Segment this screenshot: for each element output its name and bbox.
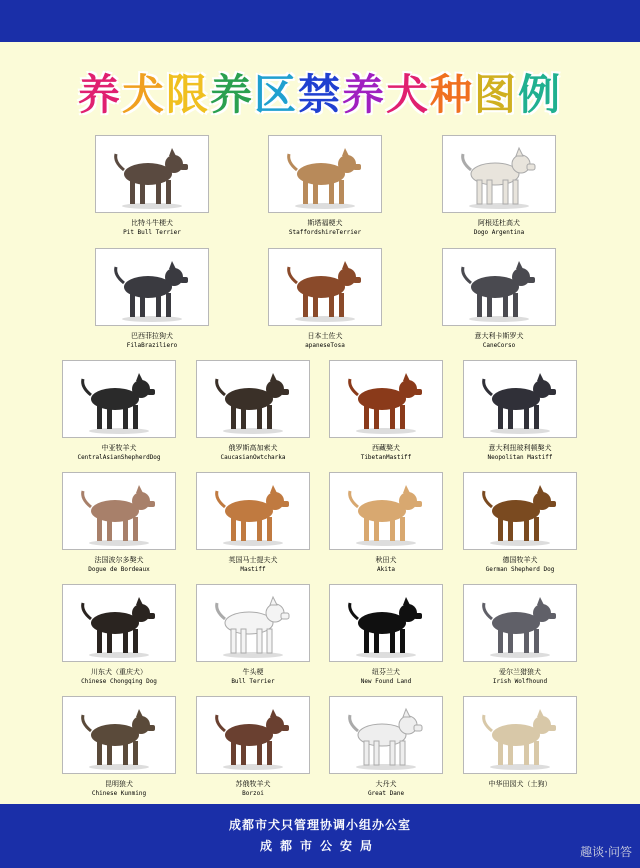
dog-bull-terrier-icon [197, 585, 309, 661]
dog-staffordshire-icon [269, 136, 381, 212]
dog-photo-card [196, 696, 310, 774]
title-char: 区 [253, 70, 298, 119]
page-title [0, 62, 640, 122]
dog-name-chinese: 中华田园犬（土狗） [488, 780, 552, 788]
dog-photo-card [95, 135, 209, 213]
dog-photo-card [329, 360, 443, 438]
dog-photo-card [463, 472, 577, 550]
dog-borzoi-icon [197, 697, 309, 773]
dog-label [311, 444, 461, 462]
dog-photo-card [442, 135, 556, 213]
dog-name-english: Dogo Argentina [473, 229, 525, 236]
dog-name-english: StaffordshireTerrier [288, 229, 362, 236]
dog-name-english: Mastiff [240, 566, 266, 573]
dog-label [178, 556, 328, 574]
dog-name-english: FilaBraziliero [126, 342, 178, 349]
dog-name-chinese: 阿根廷杜高犬 [478, 219, 520, 227]
dog-name-chinese: 意大利扭玻利顿獒犬 [488, 444, 552, 452]
dog-name-chinese: 俄罗斯高加索犬 [228, 444, 278, 452]
title-char: 种 [430, 70, 475, 119]
footer-bureau: 成都市公安局 [259, 839, 380, 853]
dog-name-english: Bull Terrier [231, 678, 275, 685]
title-char: 犬 [386, 70, 431, 119]
dog-name-chinese: 苏俄牧羊犬 [235, 780, 271, 788]
dog-tibetan-mastiff-icon [330, 361, 442, 437]
dog-photo-card [268, 135, 382, 213]
dog-name-english: Dogue de Bordeaux [88, 566, 150, 573]
dog-chinese-rural-icon [464, 697, 576, 773]
dog-bordeaux-icon [63, 473, 175, 549]
dog-name-chinese: 巴西菲拉狗犬 [131, 332, 173, 340]
dog-name-chinese: 斯塔福梗犬 [307, 219, 343, 227]
dog-label [250, 332, 400, 350]
dog-caucasian-icon [197, 361, 309, 437]
dog-central-asian-shepherd-icon [63, 361, 175, 437]
dog-name-english: CentralAsianShepherdDog [77, 454, 161, 461]
dog-name-english: apaneseTosa [305, 342, 345, 349]
dog-photo-card [62, 584, 176, 662]
dog-label [77, 332, 227, 350]
dog-name-chinese: 川东犬（重庆犬） [91, 668, 147, 676]
dog-name-chinese: 比特斗牛梗犬 [131, 219, 173, 227]
dog-chongqing-icon [63, 585, 175, 661]
dog-label [445, 444, 595, 462]
dog-label [311, 780, 461, 798]
footer-office: 成都市犬只管理协调小组办公室 [228, 818, 411, 832]
title-char: 犬 [121, 70, 166, 119]
dog-label [311, 556, 461, 574]
dog-name-chinese: 爱尔兰猎狼犬 [499, 668, 541, 676]
title-char: 养 [77, 70, 122, 119]
dog-name-chinese: 西藏獒犬 [372, 444, 400, 452]
dog-name-chinese: 中亚牧羊犬 [101, 444, 137, 452]
dog-name-chinese: 英国马士提夫犬 [228, 556, 278, 564]
title-char: 养 [342, 70, 387, 119]
dog-label [178, 668, 328, 686]
dog-label [445, 780, 595, 789]
dog-name-chinese: 秋田犬 [375, 556, 397, 564]
dog-label [178, 444, 328, 462]
dog-label [44, 556, 194, 574]
dog-label [311, 668, 461, 686]
dog-label [424, 219, 574, 237]
dog-photo-card [196, 584, 310, 662]
dog-name-english: Chinese Chongqing Dog [81, 678, 157, 685]
dog-name-chinese: 大丹犬 [375, 780, 397, 788]
dog-label [178, 780, 328, 798]
title-char: 养 [209, 70, 254, 119]
dog-mastiff-icon [197, 473, 309, 549]
top-banner [0, 0, 640, 42]
dog-neapolitan-mastiff-icon [464, 361, 576, 437]
dog-photo-card [268, 248, 382, 326]
dog-kunming-icon [63, 697, 175, 773]
dog-dogo-argentino-icon [443, 136, 555, 212]
dog-photo-card [196, 472, 310, 550]
dog-great-dane-icon [330, 697, 442, 773]
dog-name-english: Pit Bull Terrier [123, 229, 181, 236]
dog-name-english: Irish Wolfhound [492, 678, 548, 685]
dog-label [77, 219, 227, 237]
dog-label [44, 444, 194, 462]
dog-name-english: Borzoi [242, 790, 264, 797]
dog-fila-brasileiro-icon [96, 249, 208, 325]
dog-photo-card [463, 584, 577, 662]
footer [0, 804, 640, 868]
dog-name-chinese: 牛头梗 [242, 668, 264, 676]
dog-photo-card [463, 696, 577, 774]
dog-photo-card [62, 472, 176, 550]
dog-label [445, 668, 595, 686]
dog-label [250, 219, 400, 237]
dog-photo-card [62, 360, 176, 438]
dog-akita-icon [330, 473, 442, 549]
dog-irish-wolfhound-icon [464, 585, 576, 661]
dog-tosa-icon [269, 249, 381, 325]
dog-photo-card [329, 696, 443, 774]
dog-name-chinese: 日本土佐犬 [307, 332, 343, 340]
dog-name-english: Akita [376, 566, 396, 573]
dog-photo-card [196, 360, 310, 438]
dog-photo-card [329, 584, 443, 662]
dog-name-english: New Found Land [360, 678, 412, 685]
dog-label [445, 556, 595, 574]
dog-name-english: Chinese Kunming [91, 790, 147, 797]
dog-photo-card [329, 472, 443, 550]
dog-name-english: CaneCorso [482, 342, 516, 349]
dog-german-shepherd-icon [464, 473, 576, 549]
dog-name-chinese: 昆明狼犬 [105, 780, 133, 788]
title-char: 禁 [297, 70, 342, 119]
dog-name-english: TibetanMastiff [360, 454, 412, 461]
title-char: 例 [518, 70, 563, 119]
dog-cane-corso-icon [443, 249, 555, 325]
dog-name-english: German Shepherd Dog [485, 566, 555, 573]
dog-photo-card [463, 360, 577, 438]
dog-label [44, 668, 194, 686]
dog-name-english: Neopolitan Mastiff [487, 454, 553, 461]
watermark: 趣谈·问答 [580, 845, 632, 859]
dog-name-english: Great Dane [367, 790, 405, 797]
dog-name-chinese: 纽芬兰犬 [372, 668, 400, 676]
dog-photo-card [95, 248, 209, 326]
dog-label [424, 332, 574, 350]
title-char: 图 [474, 70, 519, 119]
dog-name-chinese: 法国波尔多獒犬 [94, 556, 144, 564]
dog-pit-bull-icon [96, 136, 208, 212]
dog-photo-card [442, 248, 556, 326]
dog-name-english: CaucasianOwtcharka [220, 454, 286, 461]
dog-name-chinese: 意大利卡斯罗犬 [474, 332, 524, 340]
title-char: 限 [165, 70, 210, 119]
dog-label [44, 780, 194, 798]
dog-name-chinese: 德国牧羊犬 [502, 556, 538, 564]
dog-newfoundland-icon [330, 585, 442, 661]
dog-photo-card [62, 696, 176, 774]
